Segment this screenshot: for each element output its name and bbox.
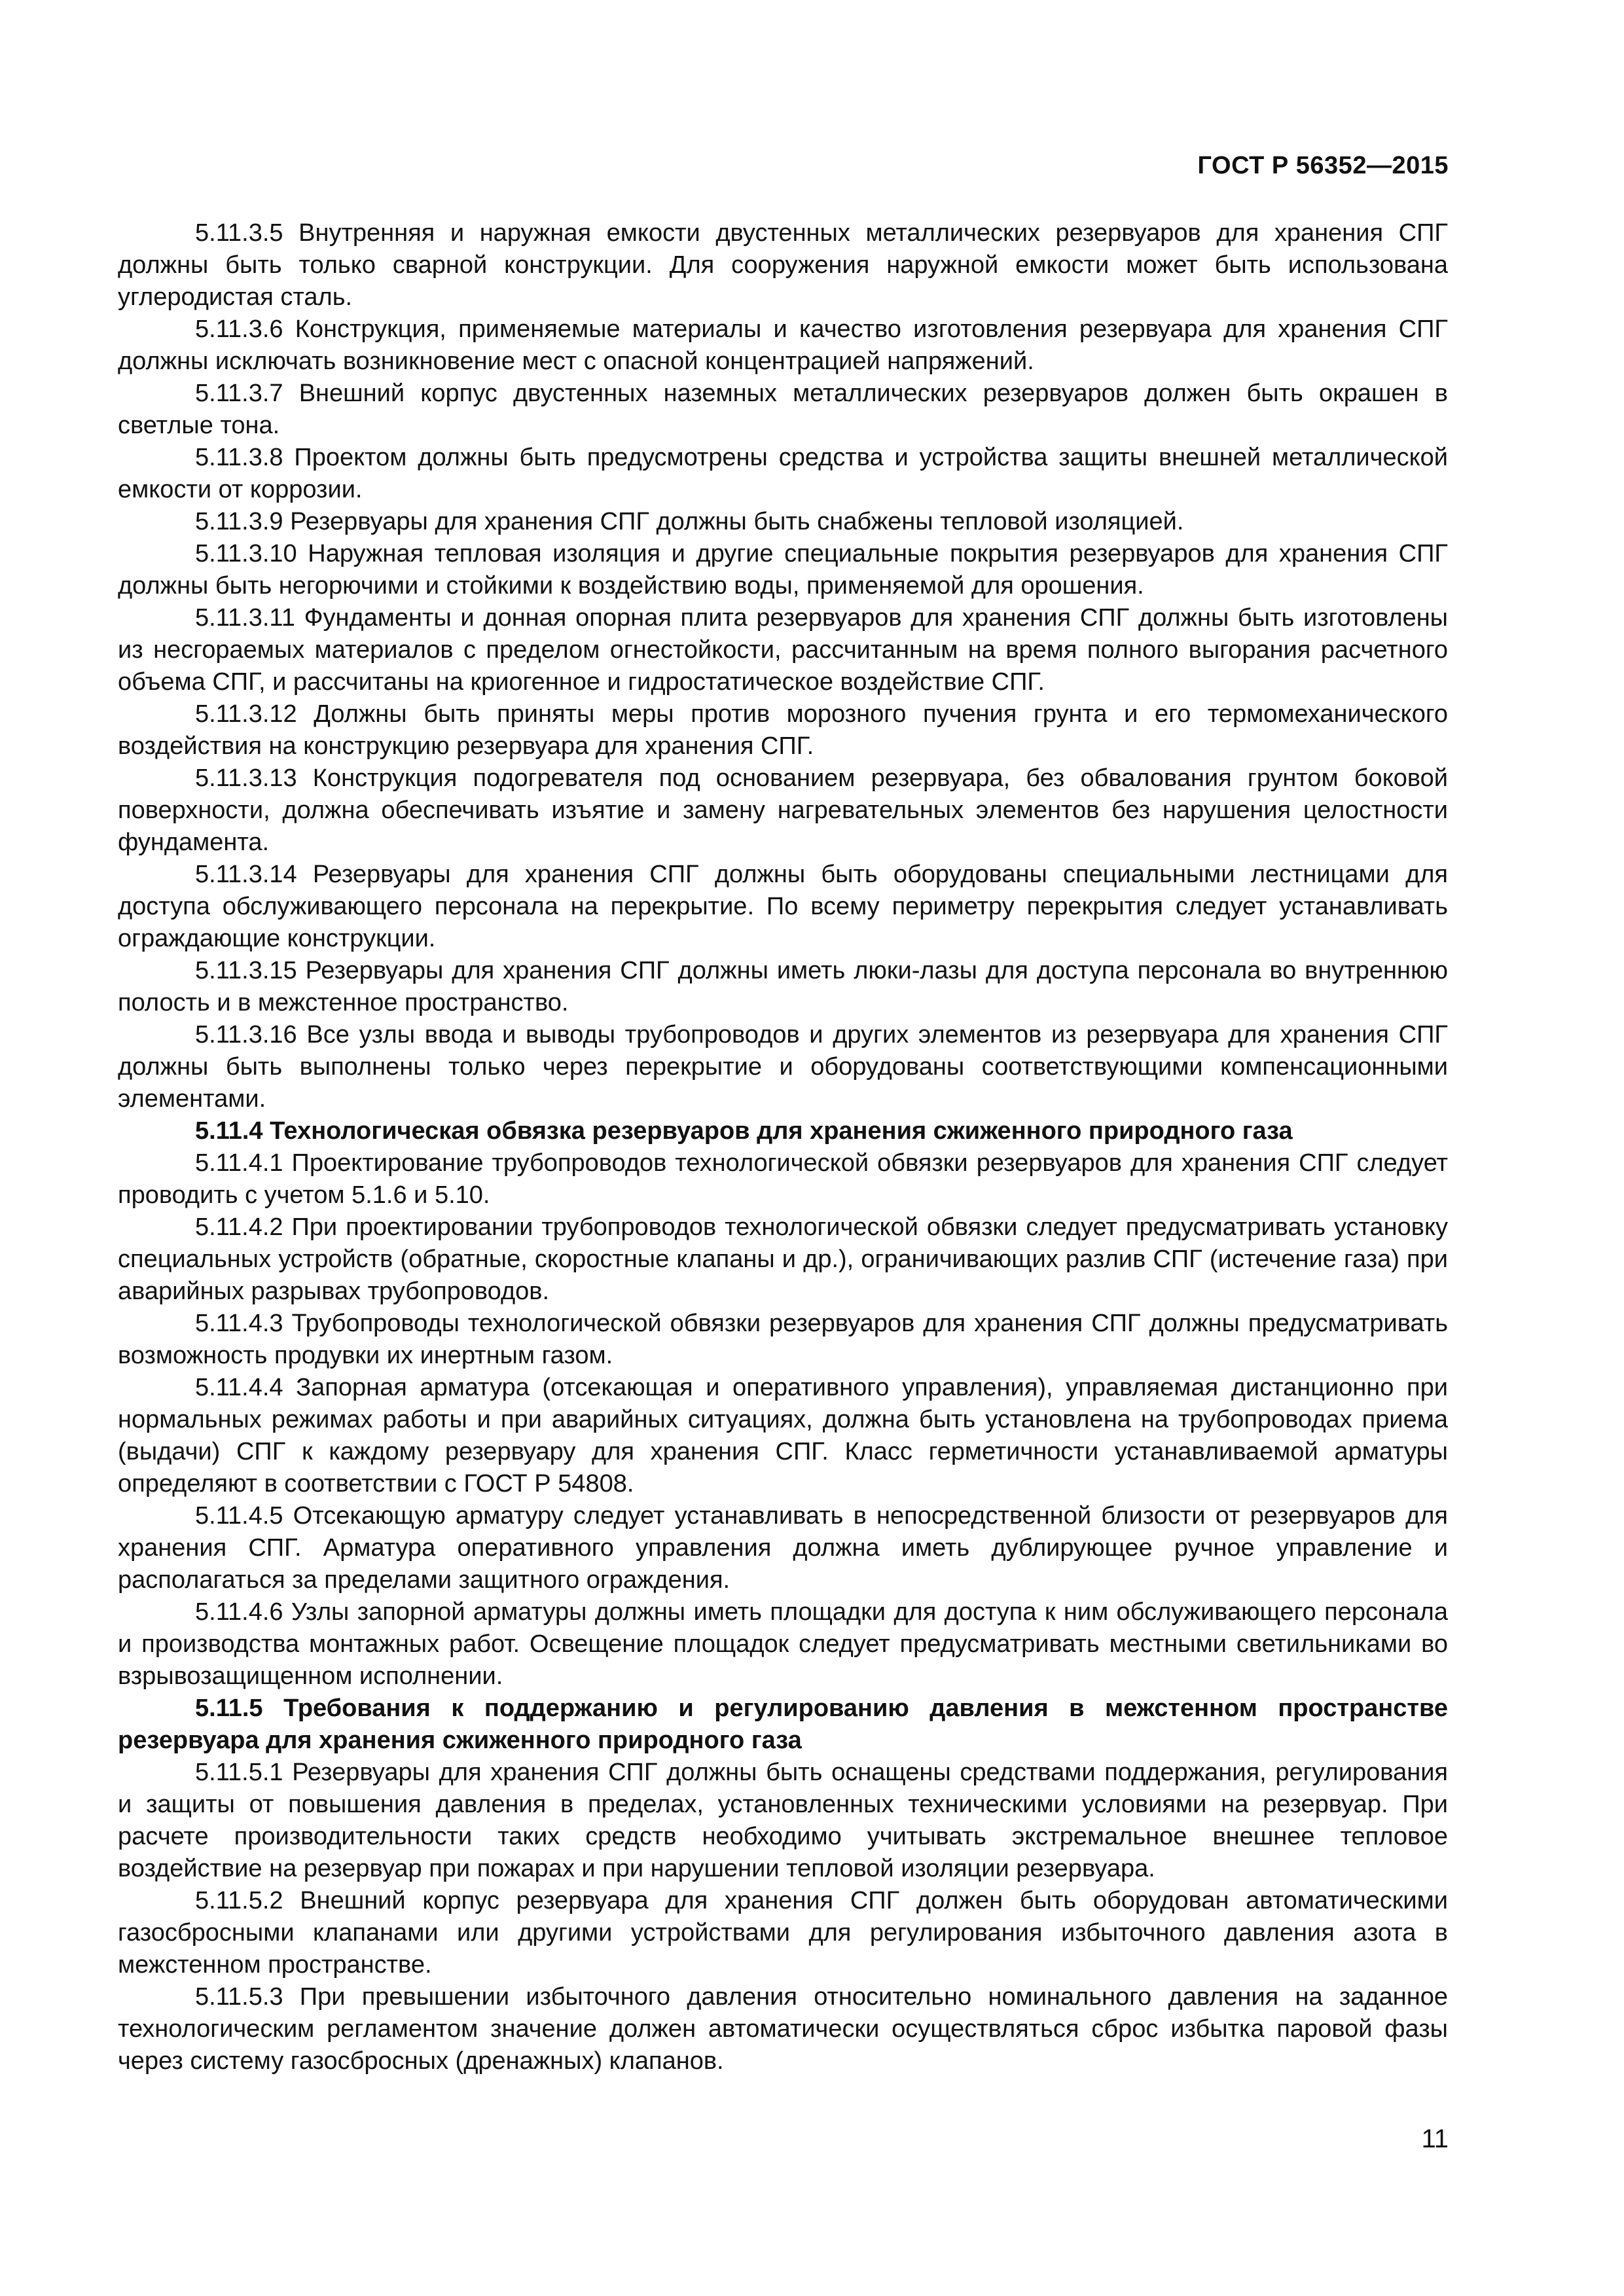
clause-5-11-3-6: 5.11.3.6 Конструкция, применяемые материалы и качество изготовления резервуара для хранения СПГ должны исключать возникновение мест с опасной концентрацией напряжений. <box>118 315 1448 375</box>
clause-5-11-5-1: 5.11.5.1 Резервуары для хранения СПГ должны быть оснащены средствами поддержания, регулирования и защиты от повышения давления в пределах, установленных техническими условиями на резервуар. При расчете производительности таких средств необходимо учитывать экстремальное внешнее тепловое воздействие на резервуар при пожарах и при нарушении тепловой изоляции резервуара. <box>118 1759 1448 1882</box>
clause-5-11-3-13: 5.11.3.13 Конструкция подогревателя под основанием резервуара, без обвалования грунтом боковой поверхности, должна обеспечивать изъятие и замену нагревательных элементов без нарушения целостности фундамента. <box>118 764 1448 856</box>
clause-5-11-3-14: 5.11.3.14 Резервуары для хранения СПГ должны быть оборудованы специальными лестницами для доступа обслуживающего персонала на перекрытие. По всему периметру перекрытия следует устанавливать ограждающие конструкции. <box>118 861 1448 952</box>
clause-5-11-4-1: 5.11.4.1 Проектирование трубопроводов технологической обвязки резервуаров для хранения СПГ следует проводить с учетом 5.1.6 и 5.10. <box>118 1149 1448 1209</box>
clause-5-11-5-2: 5.11.5.2 Внешний корпус резервуара для хранения СПГ должен быть оборудован автоматическими газосбросными клапанами или другими устройствами для регулирования избыточного давления азота в межстенном пространстве. <box>118 1887 1448 1979</box>
clause-5-11-4-6: 5.11.4.6 Узлы запорной арматуры должны иметь площадки для доступа к ним обслуживающего персонала и производства монтажных работ. Освещение площадок следует предусматривать местными светильниками во взрывозащищенном исполнении. <box>118 1598 1448 1690</box>
clause-5-11-3-5: 5.11.3.5 Внутренняя и наружная емкости двустенных металлических резервуаров для хранения СПГ должны быть только сварной конструкции. Для сооружения наружной емкости может быть использована углеродистая сталь. <box>118 219 1448 311</box>
document-body <box>118 217 1448 2077</box>
clause-5-11-3-10: 5.11.3.10 Наружная тепловая изоляция и другие специальные покрытия резервуаров для хранения СПГ должны быть негорючими и стойкими к воздействию воды, применяемой для орошения. <box>118 540 1448 600</box>
clause-5-11-3-15: 5.11.3.15 Резервуары для хранения СПГ должны иметь люки-лазы для доступа персонала во внутреннюю полость и в межстенное пространство. <box>118 957 1448 1016</box>
clause-5-11-4-3: 5.11.4.3 Трубопроводы технологической обвязки резервуаров для хранения СПГ должны предусматривать возможность продувки их инертным газом. <box>118 1310 1448 1369</box>
clause-5-11-3-7: 5.11.3.7 Внешний корпус двустенных наземных металлических резервуаров должен быть окрашен в светлые тона. <box>118 380 1448 439</box>
clause-5-11-4-2: 5.11.4.2 При проектировании трубопроводов технологической обвязки следует предусматривать установку специальных устройств (обратные, скоростные клапаны и др.), ограничивающих разлив СПГ (истечение газа) при аварийных разрывах трубопроводов. <box>118 1213 1448 1305</box>
clause-5-11-3-11: 5.11.3.11 Фундаменты и донная опорная плита резервуаров для хранения СПГ должны быть изготовлены из несгораемых материалов с пределом огнестойкости, рассчитанным на время полного выгорания расчетного объема СПГ, и рассчитаны на криогенное и гидростатическое воздействие СПГ. <box>118 604 1448 696</box>
clause-5-11-4-5: 5.11.4.5 Отсекающую арматуру следует устанавливать в непосредственной близости от резервуаров для хранения СПГ. Арматура оперативного управления должна иметь дублирующее ручное управление и располагаться за пределами защитного ограждения. <box>118 1502 1448 1594</box>
clause-5-11-4-4: 5.11.4.4 Запорная арматура (отсекающая и оперативного управления), управляемая дистанционно при нормальных режимах работы и при аварийных ситуациях, должна быть установлена на трубопроводах приема (выдачи) СПГ к каждому резервуару для хранения СПГ. Класс герметичности устанавливаемой арматуры определяют в соответствии с ГОСТ Р 54808. <box>118 1374 1448 1498</box>
section-heading-5-11-5: 5.11.5 Требования к поддержанию и регулированию давления в межстенном пространстве резервуара для хранения сжиженного природного газа <box>118 1695 1448 1754</box>
clause-5-11-5-3: 5.11.5.3 При превышении избыточного давления относительно номинального давления на заданное технологическим регламентом значение должен автоматически осуществляться сброс избытка паровой фазы через систему газосбросных (дренажных) клапанов. <box>118 1983 1448 2075</box>
page-number: 11 <box>1421 2125 1449 2153</box>
standard-designation: ГОСТ Р 56352—2015 <box>1197 152 1449 179</box>
clause-5-11-3-9: 5.11.3.9 Резервуары для хранения СПГ должны быть снабжены тепловой изоляцией. <box>195 508 1184 535</box>
clause-5-11-3-16: 5.11.3.16 Все узлы ввода и выводы трубопроводов и других элементов из резервуара для хранения СПГ должны быть выполнены только через перекрытие и оборудованы соответствующими компенсационными элементами. <box>118 1021 1448 1113</box>
section-heading-5-11-4: 5.11.4 Технологическая обвязка резервуаров для хранения сжиженного природного газа <box>195 1117 1293 1145</box>
clause-5-11-3-8: 5.11.3.8 Проектом должны быть предусмотрены средства и устройства защиты внешней металлической емкости от коррозии. <box>118 444 1448 503</box>
clause-5-11-3-12: 5.11.3.12 Должны быть приняты меры против морозного пучения грунта и его термомеханического воздействия на конструкцию резервуара для хранения СПГ. <box>118 700 1448 760</box>
